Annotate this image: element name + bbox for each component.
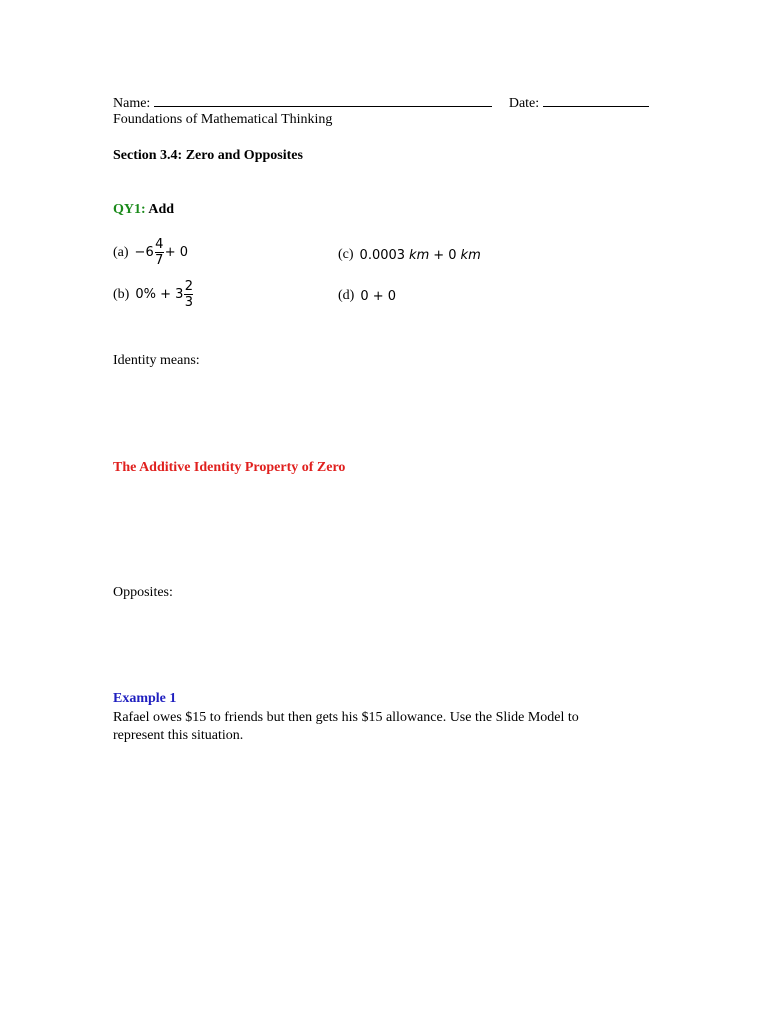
problem-a-sign: −6 [134,245,154,260]
example-1-title: Example 1 [113,691,177,706]
date-label: Date: [508,96,540,111]
example-1-line-1: Rafael owes $15 to friends but then gets his $15 allowance. Use the Slide Model to [113,710,579,725]
problem-d [338,288,396,304]
problem-a-fraction [155,237,164,268]
name-field[interactable] [154,94,492,107]
course-title: Foundations of Mathematical Thinking [113,112,333,127]
problem-a-numerator: 4 [155,237,164,252]
problem-a [113,237,188,268]
name-label: Name: [113,96,151,111]
problem-b-tag: (b) [113,286,130,302]
problem-c-plus: + 0 [433,247,457,263]
problem-c-tag: (c) [338,247,354,262]
problem-a-rest: + 0 [164,245,189,260]
problem-b [113,279,194,310]
date-field[interactable] [543,94,649,107]
problem-c-unit2: km [460,247,481,263]
problem-c-unit1: km [409,247,430,263]
identity-means: Identity means: [113,353,200,368]
qy1-label: QY1: [113,202,146,217]
problem-c [338,247,481,263]
qy1-heading [113,202,174,218]
problem-a-denominator: 7 [155,253,164,268]
problem-d-tag: (d) [338,288,355,303]
additive-identity-heading: The Additive Identity Property of Zero [113,460,346,475]
problem-b-denominator: 3 [184,295,194,310]
problem-b-lead: 0% + 3 [135,287,184,302]
problem-a-tag: (a) [113,244,129,260]
qy1-instruction: Add [148,202,175,217]
section-title: Section 3.4: Zero and Opposites [113,148,303,163]
problem-d-expr: 0 + 0 [360,288,397,304]
problem-b-numerator: 2 [184,279,194,294]
problem-b-fraction [184,279,193,310]
name-date-row [113,94,649,112]
problem-c-num1: 0.0003 [359,247,406,263]
example-1-line-2: represent this situation. [113,728,244,743]
opposites-label: Opposites: [113,585,173,600]
